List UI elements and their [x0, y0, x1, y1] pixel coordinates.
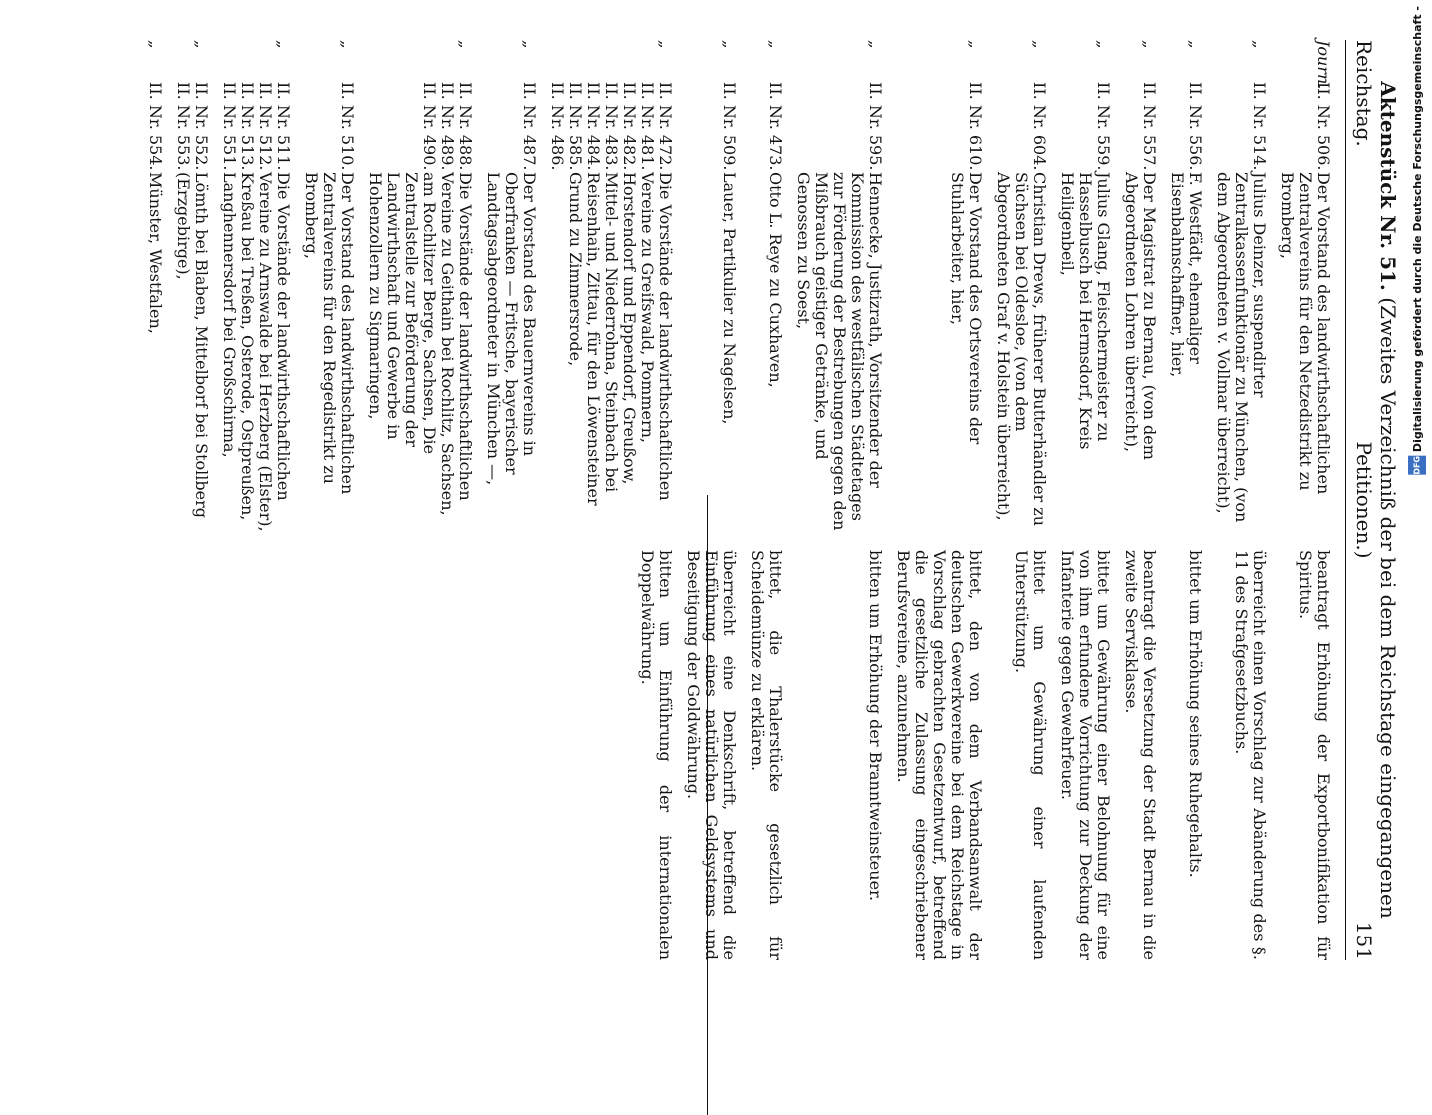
- petition-request: bittet, die Thalerstücke gesetzlich für Scheidemünze zu erklären.: [748, 550, 785, 960]
- petition-request: bitten um Einführung der internationalen Doppelwährung.: [638, 550, 675, 960]
- petitioner: Die Vorstände der landwirthschaftlichen Vereine zu Arnswalde bei Herzberg (Elster), Kreßau bei Treßen, Osterode, Ostpreußen, Langhennersdorf bei Großschirma,: [220, 172, 293, 532]
- petitioner: Der Magistrat zu Bernau, (von dem Abgeordneten Lohren überreicht),: [1122, 172, 1159, 460]
- petition-numbers: [146, 82, 164, 172]
- petition-number: II. Nr. 473.: [766, 82, 785, 171]
- petition-number: II. Nr. 488.: [456, 82, 475, 171]
- petitioner: Julius Glang, Fleischermeister zu Hasselbusch bei Hermsdorf, Kreis Heiligenbeil,: [1058, 172, 1113, 450]
- petition-date: „: [720, 40, 739, 49]
- petition-numbers: [994, 82, 1048, 172]
- petition-request: bittet um Gewährung einer laufenden Unterstützung.: [1012, 550, 1049, 960]
- petition-request: [174, 550, 210, 960]
- petition-request: überreicht eine Denkschrift, betreffend die Einführung eines natürlichen Geldsystems und Beseitigung der Goldwährung.: [684, 550, 739, 960]
- header-title: [1352, 40, 1400, 960]
- petition-row: [1122, 40, 1158, 960]
- petition-request: beantragt die Versetzung der Stadt Bernau in die zweite Servisklasse.: [1122, 550, 1159, 960]
- petition-date: „: [866, 40, 885, 49]
- petition-request: überreicht einen Vorschlag zur Abänderung des §. 11 des Strafgesetzbuchs.: [1232, 550, 1269, 960]
- petition-date: „: [1030, 40, 1049, 49]
- petition-number: II. Nr. 553.: [174, 82, 193, 171]
- petition-numbers: [366, 82, 474, 172]
- petition-number: II. Nr. 556.: [1186, 82, 1205, 171]
- petitioner: Julius Deinzer, suspendirter Zentralkassenfunktionär zu München, (von dem Abgeordneten v. Vollmar überreicht),: [1214, 172, 1269, 523]
- petition-number: II. Nr. 484.: [584, 82, 603, 171]
- funding-sidebar: [1406, 6, 1428, 475]
- petitioner: Der Vorstand des Bauernvereins in Oberfranken — Fritsche, bayerischer Landtagsabgeordneter in München —,: [484, 172, 539, 486]
- petition-row: [174, 40, 210, 960]
- document-page: [26, 0, 1406, 1000]
- petition-number: II. Nr. 610.: [966, 82, 985, 171]
- petition-number: II. Nr. 512.: [256, 82, 275, 171]
- petition-number: II. Nr. 509.: [720, 82, 739, 171]
- petition-date: „: [966, 40, 985, 49]
- petitioner: F. Westfädt, ehemaliger Eisenbahnschaffner, hier,: [1168, 172, 1205, 378]
- petition-request: bittet, den von dem Verbandsanwalt der deutschen Gewerkvereine bei dem Reichstage in Vorschlag gebrachten Gesetzentwurf, betreffend die gesetzliche Zulassung eingeschriebener Berufsvereine, anzunehmen.: [894, 550, 985, 960]
- petition-row: [894, 40, 984, 960]
- petition-request: [220, 550, 292, 960]
- petition-number: II. Nr. 482.: [620, 82, 639, 171]
- petition-row: [794, 40, 884, 960]
- petition-numbers: [174, 82, 210, 172]
- petition-row: [1168, 40, 1204, 960]
- petition-date: „: [274, 40, 293, 49]
- petition-date: „: [456, 40, 475, 49]
- petition-number: II. Nr. 554.: [146, 82, 165, 171]
- funding-note: Digitalisierung gefördert durch die Deutsche Forschungsgemeinschaft -: [1410, 6, 1424, 453]
- petition-date: „: [1094, 40, 1113, 49]
- petition-date: „: [338, 40, 357, 49]
- petition-number: II. Nr. 559.: [1094, 82, 1113, 171]
- petition-numbers: [748, 82, 784, 172]
- petitioner: Die Vorstände der landwirthschaftlichen Vereine zu Geithain bei Rochlitz, Sachsen, am Rochlitzer Berge, Sachsen, Die Zentralstelle zur Beförderung der Landwirthschaft und Gewerbe in Hohenzollern zu Sigmaringen,: [366, 172, 475, 516]
- petition-row: [684, 40, 738, 960]
- petition-number: II. Nr. 514.: [1250, 82, 1269, 171]
- petition-number: II. Nr. 585.: [566, 82, 585, 171]
- petition-numbers: [220, 82, 292, 172]
- petition-numbers: [1168, 82, 1204, 172]
- dfg-logo-icon: DFG: [1408, 456, 1426, 475]
- petition-row: [1214, 40, 1268, 960]
- petition-number: II. Nr. 489.: [438, 82, 457, 171]
- petition-numbers: [484, 82, 538, 172]
- petition-row: [748, 40, 784, 960]
- petition-number: II. Nr. 481.: [638, 82, 657, 171]
- petition-number: II. Nr. 472.: [656, 82, 675, 171]
- petition-request: beantragt Erhöhung der Exportbonifikation für Spiritus.: [1296, 550, 1333, 960]
- petition-request: [146, 550, 164, 960]
- petition-number: II. Nr. 551.: [220, 82, 239, 171]
- petition-number: II. Nr. 483.: [602, 82, 621, 171]
- petition-row: [548, 40, 674, 960]
- petition-date: „: [520, 40, 539, 49]
- petition-date: „: [192, 40, 211, 49]
- petitioner: Der Vorstand des Ortsvereins der Stuhlarbeiter, hier,: [948, 172, 985, 445]
- petition-number: II. Nr. 552.: [192, 82, 211, 171]
- petition-numbers: [548, 82, 674, 172]
- petition-date: „: [766, 40, 785, 49]
- petition-row: [1278, 40, 1332, 960]
- petition-numbers: [1278, 82, 1332, 172]
- petition-number: II. Nr. 595.: [866, 82, 885, 171]
- petition-numbers: [894, 82, 984, 172]
- page-header: [1345, 40, 1400, 960]
- petitioner: Lauer, Partikulier zu Nagelsen,: [720, 172, 739, 425]
- petition-number: II. Nr. 513.: [238, 82, 257, 171]
- petitioner: Der Vorstand des landwirthschaftlichen Zentralvereins für den Regedistrikt zu Bromberg,: [302, 172, 357, 495]
- petition-numbers: [1058, 82, 1112, 172]
- petition-number: II. Nr. 490.: [420, 82, 439, 171]
- section-divider: [707, 495, 708, 1115]
- petition-list: [136, 40, 1332, 960]
- petition-number: II. Nr. 557.: [1140, 82, 1159, 171]
- petition-request: bittet um Erhöhung seines Ruhegehalts.: [1186, 550, 1205, 878]
- petition-row: [366, 40, 474, 960]
- petition-date: „: [1250, 40, 1269, 49]
- page-number: 151: [1352, 921, 1376, 960]
- petition-numbers: [794, 82, 884, 172]
- petition-request: [484, 550, 538, 960]
- petition-row: [484, 40, 538, 960]
- petition-request: bitten um Erhöhung der Branntweinsteuer.: [866, 550, 885, 902]
- petition-numbers: [1122, 82, 1158, 172]
- petition-row: [302, 40, 356, 960]
- petition-date: „: [1140, 40, 1159, 49]
- petition-number: II. Nr. 487.: [520, 82, 539, 171]
- petition-number: II. Nr. 604.: [1030, 82, 1049, 171]
- petitioner: Münster, Westfalen,: [146, 172, 165, 334]
- petition-date: „: [1186, 40, 1205, 49]
- petition-request: [366, 550, 474, 960]
- petition-date: „: [656, 40, 675, 49]
- petitioner: Lömth bei Blaben, Mittelborf bei Stollberg (Erzgebirge),: [174, 172, 211, 519]
- petition-number: II. Nr. 486.: [548, 82, 567, 171]
- petitioner: Otto L. Reye zu Cuxhaven,: [766, 172, 785, 388]
- petitioner: Die Vorstände der landwirthschaftlichen Vereine zu Greifswald, Pommern, Horstendorf und Eppendorf, Greußow, Mittel- und Niederrohna, Steinbach bei Reisenhain, Zittau, für den Löwensteiner Grund zu Zimmersrode,: [566, 172, 675, 506]
- petition-date: Journ.: [1314, 40, 1333, 90]
- petitioner: Christian Drews, früherer Butterhändler zu Süchsen bei Oldesloe, (von dem Abgeordneten Graf v. Holstein überreicht),: [994, 172, 1049, 527]
- petition-row: [1058, 40, 1112, 960]
- petitioner: Der Vorstand des landwirthschaftlichen Zentralvereins für den Netzedistrikt zu Bromberg,: [1278, 172, 1333, 495]
- petition-numbers: [1214, 82, 1268, 172]
- petition-row: [220, 40, 292, 960]
- petitioner: Hennecke, Justizrath, Vorsitzender der Kommission des westfälischen Städtetages zur Förderung der Bestrebungen gegen den Mißbrauch geistiger Getränke, und Genossen zu Soest,: [794, 172, 885, 531]
- petition-numbers: [684, 82, 738, 172]
- header-title-rest: (Zweites Verzeichniß der bei dem Reichstage eingegangenen Petitionen.): [1352, 290, 1400, 919]
- petition-row: [994, 40, 1048, 960]
- petition-request: bittet um Gewährung einer Belohnung für eine von ihm erfundene Vorrichtung zur Deckung der Infanterie gegen Gewehrfeuer.: [1058, 550, 1113, 960]
- petition-row: [146, 40, 164, 960]
- petition-date: „: [146, 40, 165, 49]
- header-left: Reichstag.: [1352, 40, 1376, 147]
- petition-number: II. Nr. 511.: [274, 82, 293, 171]
- header-title-prefix: Aktenstück Nr. 51.: [1376, 81, 1400, 291]
- petition-number: II. Nr. 510.: [338, 82, 357, 171]
- petition-request: [302, 550, 356, 960]
- petition-number: II. Nr. 506.: [1314, 82, 1333, 171]
- petition-numbers: [302, 82, 356, 172]
